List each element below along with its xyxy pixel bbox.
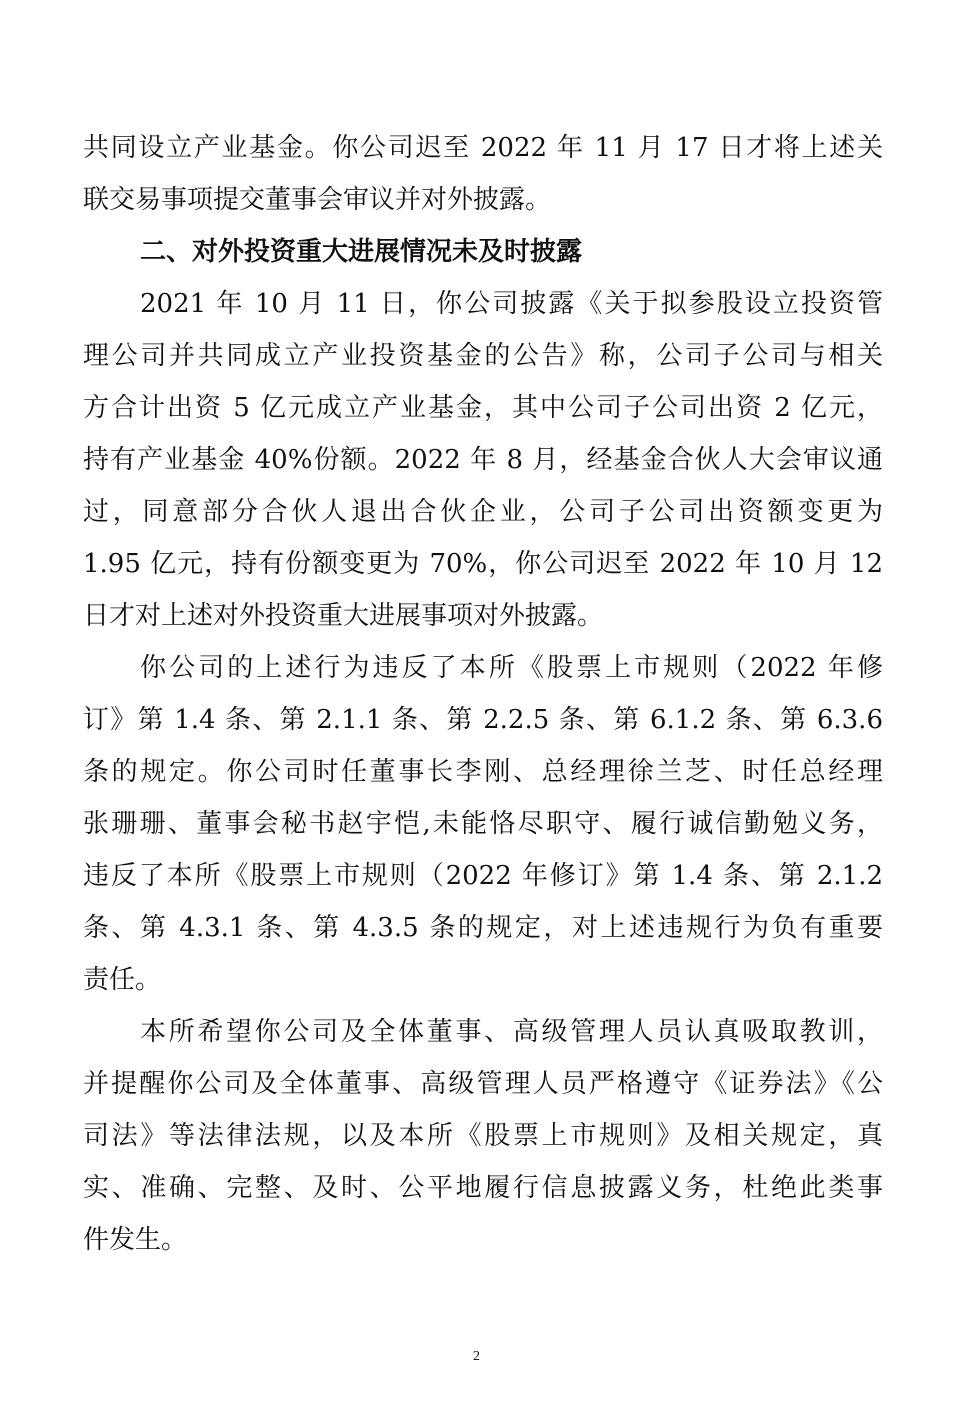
paragraph-line: 方合计出资 5 亿元成立产业基金，其中公司子公司出资 2 亿元， <box>83 393 883 423</box>
paragraph-line: 联交易事项提交董事会审议并对外披露。 <box>83 185 552 215</box>
paragraph-line: 违反了本所《股票上市规则（2022 年修订》第 1.4 条、第 2.1.2 <box>83 861 883 891</box>
paragraph-line: 过，同意部分合伙人退出合伙企业，公司子公司出资额变更为 <box>83 497 883 527</box>
paragraph-line: 并提醒你公司及全体董事、高级管理人员严格遵守《证券法》《公 <box>83 1069 883 1099</box>
paragraph-line: 责任。 <box>83 965 162 995</box>
paragraph-line: 你公司的上述行为违反了本所《股票上市规则（2022 年修 <box>140 653 883 683</box>
paragraph-line: 条、第 4.3.1 条、第 4.3.5 条的规定，对上述违规行为负有重要 <box>83 913 883 943</box>
paragraph-line: 订》第 1.4 条、第 2.1.1 条、第 2.2.5 条、第 6.1.2 条、第 6.3.6 <box>83 705 883 735</box>
paragraph-line: 理公司并共同成立产业投资基金的公告》称，公司子公司与相关 <box>83 341 883 371</box>
paragraph-line: 实、准确、完整、及时、公平地履行信息披露义务，杜绝此类事 <box>83 1173 883 1203</box>
page-number: 2 <box>473 1349 480 1364</box>
paragraph-line: 条的规定。你公司时任董事长李刚、总经理徐兰芝、时任总经理 <box>83 757 883 787</box>
paragraph-line: 司法》等法律法规，以及本所《股票上市规则》及相关规定，真 <box>83 1121 883 1151</box>
paragraph-line: 日才对上述对外投资重大进展事项对外披露。 <box>83 601 604 631</box>
paragraph-line: 1.95 亿元，持有份额变更为 70%，你公司迟至 2022 年 10 月 12 <box>83 549 883 579</box>
section-heading: 二、对外投资重大进展情况未及时披露 <box>140 237 583 267</box>
paragraph-line: 本所希望你公司及全体董事、高级管理人员认真吸取教训， <box>140 1017 883 1047</box>
paragraph-line: 持有产业基金 40%份额。2022 年 8 月，经基金合伙人大会审议通 <box>83 445 883 475</box>
paragraph-line: 2021 年 10 月 11 日，你公司披露《关于拟参股设立投资管 <box>140 289 883 319</box>
paragraph-line: 件发生。 <box>83 1225 188 1255</box>
paragraph-line: 张珊珊、董事会秘书赵宇恺,未能恪尽职守、履行诚信勤勉义务， <box>83 809 883 839</box>
paragraph-line: 共同设立产业基金。你公司迟至 2022 年 11 月 17 日才将上述关 <box>83 133 883 163</box>
